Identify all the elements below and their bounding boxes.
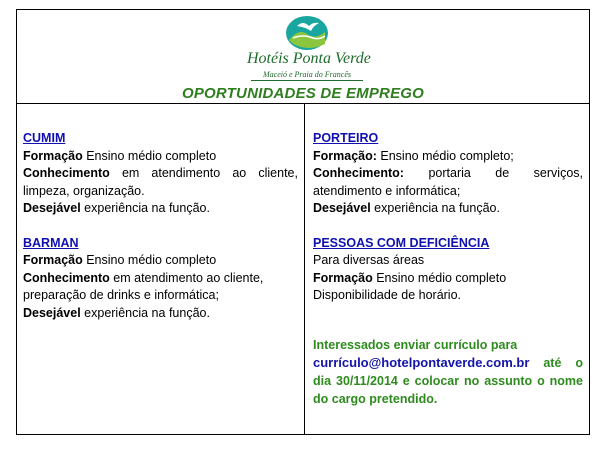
value-conhecimento: em atendimento ao cliente, limpeza, organização. (23, 166, 298, 198)
contact-instructions (313, 336, 583, 408)
contact-text-after: até o dia 30/11/2014 e colocar no assunto o nome do cargo pretendido. (313, 355, 583, 406)
logo-name: Hotéis Ponta Verde (247, 50, 371, 67)
requirement-desejavel (313, 200, 583, 218)
pcd-availability: Disponibilidade de horário. (313, 288, 462, 302)
requirement-formacao (23, 252, 298, 270)
requirement-desejavel (23, 200, 298, 218)
bird-wave-logo-icon (283, 14, 331, 52)
requirement-formacao (23, 148, 298, 166)
header (17, 10, 589, 104)
job-cumim (23, 130, 298, 218)
label-formacao: Formação (313, 270, 373, 285)
value-desejavel: experiência na função. (80, 305, 210, 320)
left-column (17, 104, 305, 435)
requirement-conhecimento (313, 165, 583, 200)
requirement-conhecimento (23, 165, 298, 200)
hotel-logo (247, 14, 371, 86)
logo-tagline: Maceió e Praia do Francês (263, 70, 351, 79)
job-title-barman: BARMAN (23, 235, 79, 250)
job-title-pcd: PESSOAS COM DEFICIÊNCIA (313, 235, 490, 250)
value-formacao: Ensino médio completo (82, 253, 217, 267)
label-formacao: Formação: (313, 148, 377, 163)
label-desejavel: Desejável (23, 201, 81, 215)
requirement-formacao (313, 270, 583, 288)
value-desejavel: experiência na função. (370, 201, 500, 215)
right-column (305, 104, 589, 435)
job-title-porteiro: PORTEIRO (313, 131, 379, 145)
label-conhecimento: Conhecimento (23, 270, 110, 285)
label-conhecimento: Conhecimento (23, 166, 110, 180)
value-formacao: Ensino médio completo (372, 270, 507, 285)
value-formacao: Ensino médio completo (82, 148, 217, 163)
page-title: OPORTUNIDADES DE EMPREGO (181, 85, 425, 102)
label-desejavel: Desejável (313, 201, 371, 215)
value-conhecimento: portaria de serviços, atendimento e informática; (313, 166, 583, 198)
requirement-conhecimento (23, 270, 298, 305)
label-desejavel: Desejável (23, 305, 81, 320)
requirement-formacao (313, 148, 583, 166)
logo-divider (251, 80, 363, 81)
job-title-cumim: CUMIM (23, 131, 66, 145)
job-posting-frame (16, 9, 590, 435)
requirement-desejavel (23, 305, 298, 323)
contact-text-before: Interessados enviar currículo para (313, 337, 518, 352)
value-desejavel: experiência na função. (80, 201, 210, 215)
value-conhecimento: em atendimento ao cliente, preparação de drinks e informática; (23, 270, 264, 302)
job-barman (23, 235, 298, 323)
label-conhecimento: Conhecimento: (313, 166, 404, 180)
job-porteiro (313, 130, 583, 218)
job-pcd (313, 235, 583, 305)
contact-email-link[interactable]: currículo@hotelpontaverde.com.br (313, 354, 530, 370)
label-formacao: Formação (23, 253, 83, 267)
pcd-areas: Para diversas áreas (313, 253, 425, 267)
value-formacao: Ensino médio completo; (376, 148, 514, 163)
label-formacao: Formação (23, 148, 83, 163)
